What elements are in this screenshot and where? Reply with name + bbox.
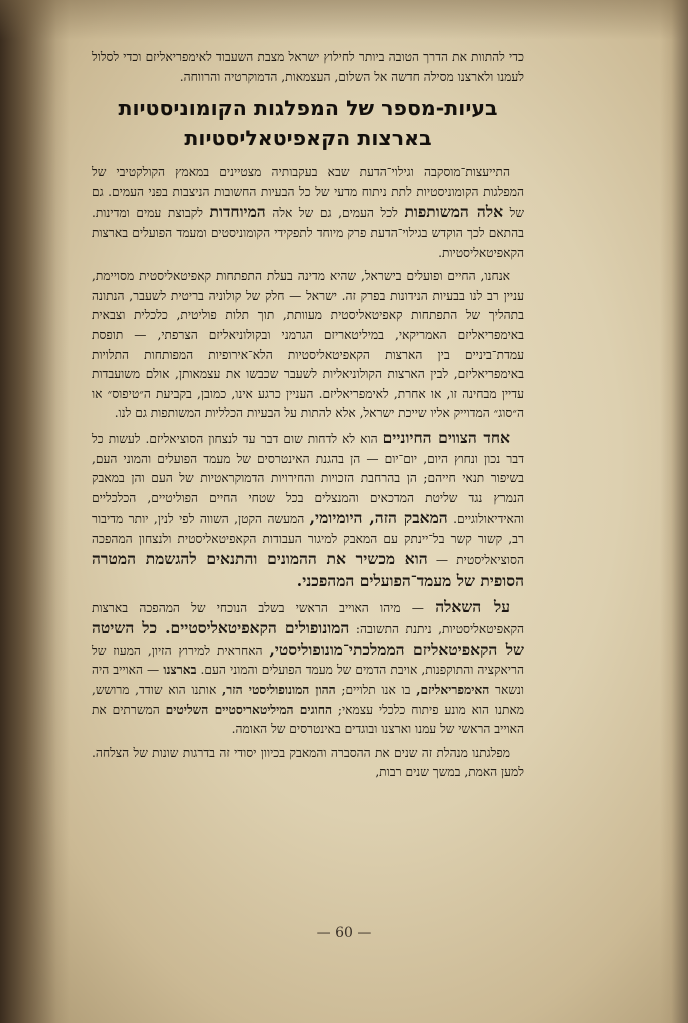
page-number: — 60 — [316, 925, 372, 941]
p4-text-d: — האוייב היה ונשאר [92, 663, 524, 698]
p3-lead: אחד הצווים החיוניים [382, 427, 510, 447]
paragraph-3 [92, 428, 524, 593]
p4-text-g: המשרתים את האוייב הראשי של עמנו וארצנו ובוגדים באינטרסים של האומה. [92, 702, 524, 737]
page-text [92, 48, 524, 787]
paragraph-1 [92, 163, 524, 263]
heading-line-2: בארצות הקאפיטאליסטיות [184, 126, 432, 151]
paragraph-2: אנחנו, החיים ופועלים בישראל, שהיא מדינה בעלת התפתחות קאפיטאליסטית מסויימת, עניין רב לנו בבעיות הנידונות בפרק זה. ישראל — חלק של קולוניה בריטית לשעבר, הנתונה בתהליך של התפתחות קאפיטאליסטית מעוותת, תוך תלות פוליטית, כלכלית וצבאית באימפריאליזם האמריקאי, במיליטאריזם הגרמני ובקולוניאליזם הצרפתי, — תופסת עמדת־ביניים בין הארצות הקאפיטאליסטיות הלא־אירופיות המפותחות התלויות באימפריאליזם, לבין הארצות הקולוניאליות לשעבר שכבשו את עצמאותן, אולם משועבדות עדיין מבחינה זו, או אחרת, לאימפריאליזם. העניין כרגע אינו, כמובן, בקביעת ה״טיפוס״ או ה״סוג״ המדוייק אליו שייכת ישראל, אלא להתות על הבעיות הכלליות המשותפות גם לנו. [92, 269, 524, 421]
top-edge-shadow [0, 0, 688, 40]
p4-bold-4: ההון המונופוליסטי הזר, [222, 683, 336, 698]
p4-text-c: האחראית למירוץ הזיון, המעוז של הריאקציה והתוקפנות, אויבת הדמים של מעמד הפועלים והמוני העם. [92, 643, 525, 678]
p4-bold-5: החוגים המיליטאריסטיים השליטים [165, 702, 332, 717]
p3-text-a: הוא לא לדחות שום דבר עד לנצחון הסוציאליזם. לעשות כל דבר נכון ונחוץ היום, יום־יום — הן בהגנת האינטרסים של מעמד הפועלים והמוני העם, בשיפור תנאי חייהם; הן בהרחבת הזכויות והחירויות הדמוקראטיות של העם והן במאבק הנמרץ נגד שליטת המדכאים והמנצלים בכל שטחי החיים הפוליטיים, הכלכליים והאידיאולוגיים. [92, 431, 525, 527]
p4-bold-1: המונופולים הקאפיטאליסטיים. כל השיטה של הקאפיטאליזם הממלכתי־מונופוליסטי, [92, 618, 524, 659]
p4-bold-3: האימפריאליזם, [416, 683, 490, 698]
p1-text-d: לקבוצת עמים ומדינות. בהתאם לכך הוקדש בגילוי־הדעת פרק מיוחד לתפקידי הקומוניסטים ומעמד הפועלים בארצות הקאפיטאליסטיות. [92, 206, 524, 260]
p4-lead: על השאלה [435, 596, 510, 616]
p1-text-c: לכל העמים, גם של אלה [265, 206, 405, 221]
p1-bold-2: המיוחדות [209, 202, 266, 222]
p4-text-a: — מיהו האוייב הראשי בשלב הנוכחי של המהפכה בארצות הקאפיטאליסטיות, ניתנת התשובה: [92, 600, 524, 637]
p4-text-e: בו אנו תלויים; [335, 683, 417, 698]
section-heading [92, 93, 524, 153]
p4-bold-2: בארצנו [163, 663, 197, 678]
p3-text-c: המעשה הקטן, השווה לפי לנין, יותר מדיבור רב, קשור קשר בל־יינתק עם המאבק למיגור העבודות הקאפיטאליסטית ולנצחון המהפכה הסוציאליסטית — [92, 512, 524, 568]
paragraph-5: מפלגתנו מנהלת זה שנים את ההסברה והמאבק בכיוון יסודי זה בדרגות שונות של הצלחה. למען האמת, במשך שנים רבות, [92, 745, 524, 780]
heading-line-1: בעיות-מספר של המפלגות הקומוניסטיות [118, 96, 498, 121]
p1-bold-1: אלה המשותפות [404, 202, 504, 222]
paragraph-4 [92, 597, 524, 740]
p3-bold-1: המאבק הזה, היומיומי, [309, 508, 448, 528]
page-edge-shadow [660, 0, 688, 1023]
binding-shadow [0, 0, 70, 1023]
p3-bold-2: הוא מכשיר את ההמונים והתנאים להגשמת המטרה הסופית של מעמד־הפועלים המהפכני. [92, 549, 524, 591]
p1-text-a: התייעצות־מוסקבה וגילוי־הדעת שבא בעקבותיה מצטיינים במאמץ הקולקטיבי של המפלגות הקומוניסטיות לתת ניתוח מדעי של כל הבעיות החשובות הניצבות בפני העמים. גם של [92, 165, 524, 221]
intro-paragraph: כדי להתוות את הדרך הטובה ביותר לחילוץ ישראל מצבת השעבוד לאימפריאליזם וכדי לסלול לעמנו ולארצנו מסילה חדשה אל השלום, העצמאות, הדמוקרטיה והרווחה. [92, 50, 524, 84]
p4-text-f: אותנו הוא שודד, מרושש, מאתנו הוא מונע פיתוח כלכלי עצמאי; [92, 683, 524, 717]
